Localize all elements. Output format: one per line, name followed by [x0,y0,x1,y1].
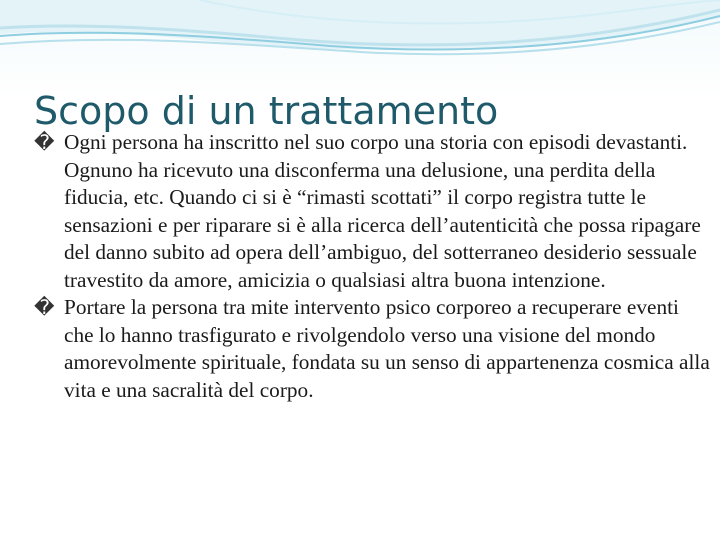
bullet-paragraph-2 [34,294,710,404]
slide-title: Scopo di un trattamento [34,89,499,133]
bullet-paragraph-1 [34,129,710,294]
paragraph-text: Portare la persona tra mite intervento psico corporeo a recuperare eventi che lo hanno trasfigurato e rivolgendolo verso una visione del mondo amorevolmente spirituale, fondata su un senso di appartenenza cosmica alla vita e una sacralità del corpo. [64,295,710,402]
paragraph-text: Ogni persona ha inscritto nel suo corpo una storia con episodi devastanti. Ognuno ha ricevuto una disconferma una delusione, una perdita della fiducia, etc. Quando ci si è “rimasti scottati” il corpo registra tutte le sensazioni e per riparare si è alla ricerca dell’autenticità che possa ripagare del danno subito ad opera dell’ambiguo, del sotterraneo desiderio sessuale travestito da amore, amicizia o qualsiasi altra buona intenzione. [64,130,701,292]
bullet-icon: � [34,295,55,319]
bullet-icon: � [34,130,55,154]
slide-body [34,129,710,404]
header-wave-decoration [0,0,720,80]
